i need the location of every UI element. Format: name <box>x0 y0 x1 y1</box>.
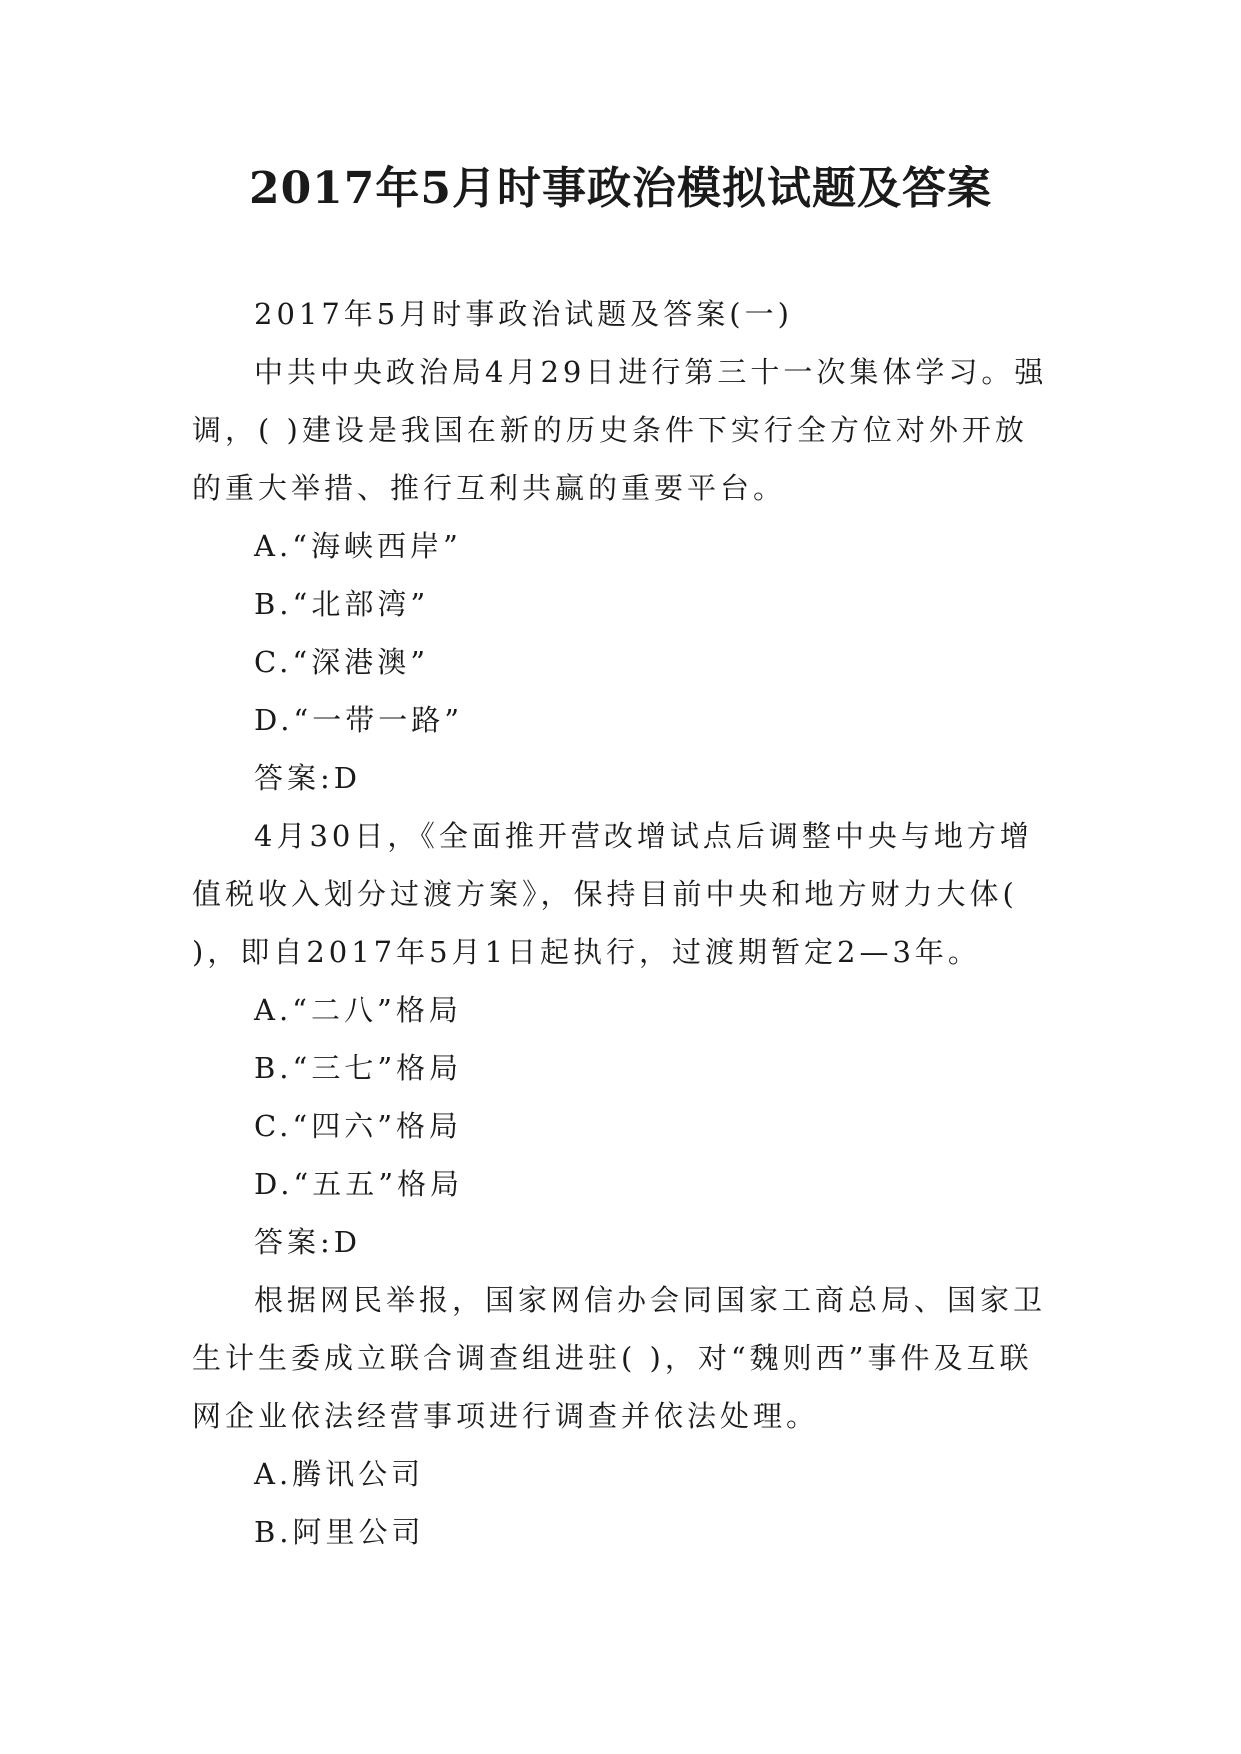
question-1-answer: 答案:D <box>254 761 362 795</box>
question-1-stem: 中共中央政治局4月29日进行第三十一次集体学习。强调，( )建设是我国在新的历史条件下实行全方位对外开放的重大举措、推行互利共赢的重要平台。 <box>192 355 1048 505</box>
question-1-option-b: B.“北部湾” <box>254 587 430 621</box>
document-body <box>192 285 1058 1561</box>
question-1-option-d: D.“一带一路” <box>254 703 464 737</box>
question-3-option-b: B.阿里公司 <box>254 1515 425 1549</box>
question-3-option-a: A.腾讯公司 <box>254 1457 425 1491</box>
question-2-option-d: D.“五五”格局 <box>254 1167 464 1201</box>
section-heading: 2017年5月时事政治试题及答案(一) <box>254 297 793 331</box>
document-title: 2017年5月时事政治模拟试题及答案 <box>248 163 993 214</box>
question-1-option-c: C.“深港澳” <box>254 645 430 679</box>
question-2-option-a: A.“二八”格局 <box>254 993 462 1027</box>
question-2-option-c: C.“四六”格局 <box>254 1109 463 1143</box>
question-2-option-b: B.“三七”格局 <box>254 1051 463 1085</box>
question-2-answer: 答案:D <box>254 1225 362 1259</box>
question-3-stem: 根据网民举报，国家网信办会同国家工商总局、国家卫生计生委成立联合调查组进驻( )，对“魏则西”事件及互联网企业依法经营事项进行调查并依法处理。 <box>192 1283 1047 1433</box>
question-1-option-a: A.“海峡西岸” <box>254 529 462 563</box>
question-2-stem: 4月30日，《全面推开营改增试点后调整中央与地方增值税收入划分过渡方案》，保持目前中央和地方财力大体( )，即自2017年5月1日起执行，过渡期暂定2—3年。 <box>192 819 1033 969</box>
